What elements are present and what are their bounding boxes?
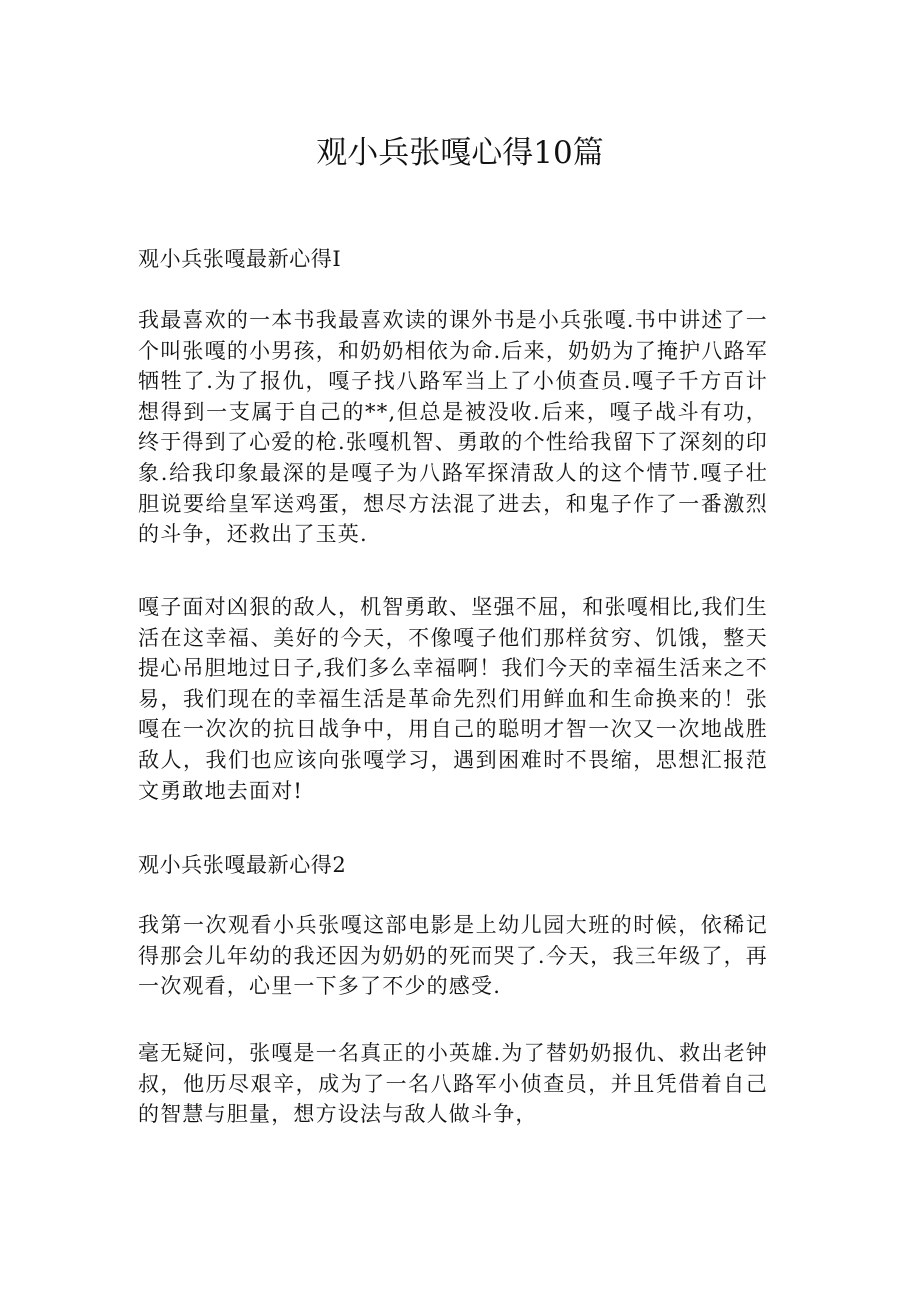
section-2-paragraph-2: 毫无疑问，张嘎是一名真正的小英雄.为了替奶奶报仇、救出老钟叔，他历尽艰辛，成为了一名八路军小侦查员，并且凭借着自己的智慧与胆量，想方设法与敌人做斗争， (138, 1041, 768, 1127)
section-1-paragraph-1: 我最喜欢的一本书我最喜欢读的课外书是小兵张嘎.书中讲述了一个叫张嘎的小男孩，和奶奶相依为命.后来，奶奶为了掩护八路军牺牲了.为了报仇，嘎子找八路军当上了小侦查员.嘎子千方百计想得到一支属于自己的**,但总是被没收.后来，嘎子战斗有功，终于得到了心爱的枪.张嘎机智、勇敢的个性给我留下了深刻的印象.给我印象最深的是嘎子为八路军探清敌人的这个情节.嘎子壮胆说要给皇军送鸡蛋，想尽方法混了进去，和鬼子作了一番激烈的斗争，还救出了玉英. (138, 308, 768, 547)
section-heading-2: 观小兵张嘎最新心得2 (138, 853, 347, 877)
document-title: 观小兵张嘎心得10篇 (316, 135, 604, 171)
section-2-paragraph-1: 我第一次观看小兵张嘎这部电影是上幼儿园大班的时候，依稀记得那会儿年幼的我还因为奶奶的死而哭了.今天，我三年级了，再一次观看，心里一下多了不少的感受. (138, 913, 768, 999)
section-1-paragraph-2: 嘎子面对凶狠的敌人，机智勇敢、坚强不屈，和张嘎相比,我们生活在这幸福、美好的今天，不像嘎子他们那样贫穷、饥饿，整天提心吊胆地过日子,我们多么幸福啊！我们今天的幸福生活来之不易，我们现在的幸福生活是革命先烈们用鲜血和生命换来的！张嘎在一次次的抗日战争中，用自己的聪明才智一次又一次地战胜敌人，我们也应该向张嘎学习，遇到困难时不畏缩，思想汇报范文勇敢地去面对! (138, 595, 768, 803)
section-heading-1: 观小兵张嘎最新心得I (138, 247, 342, 271)
